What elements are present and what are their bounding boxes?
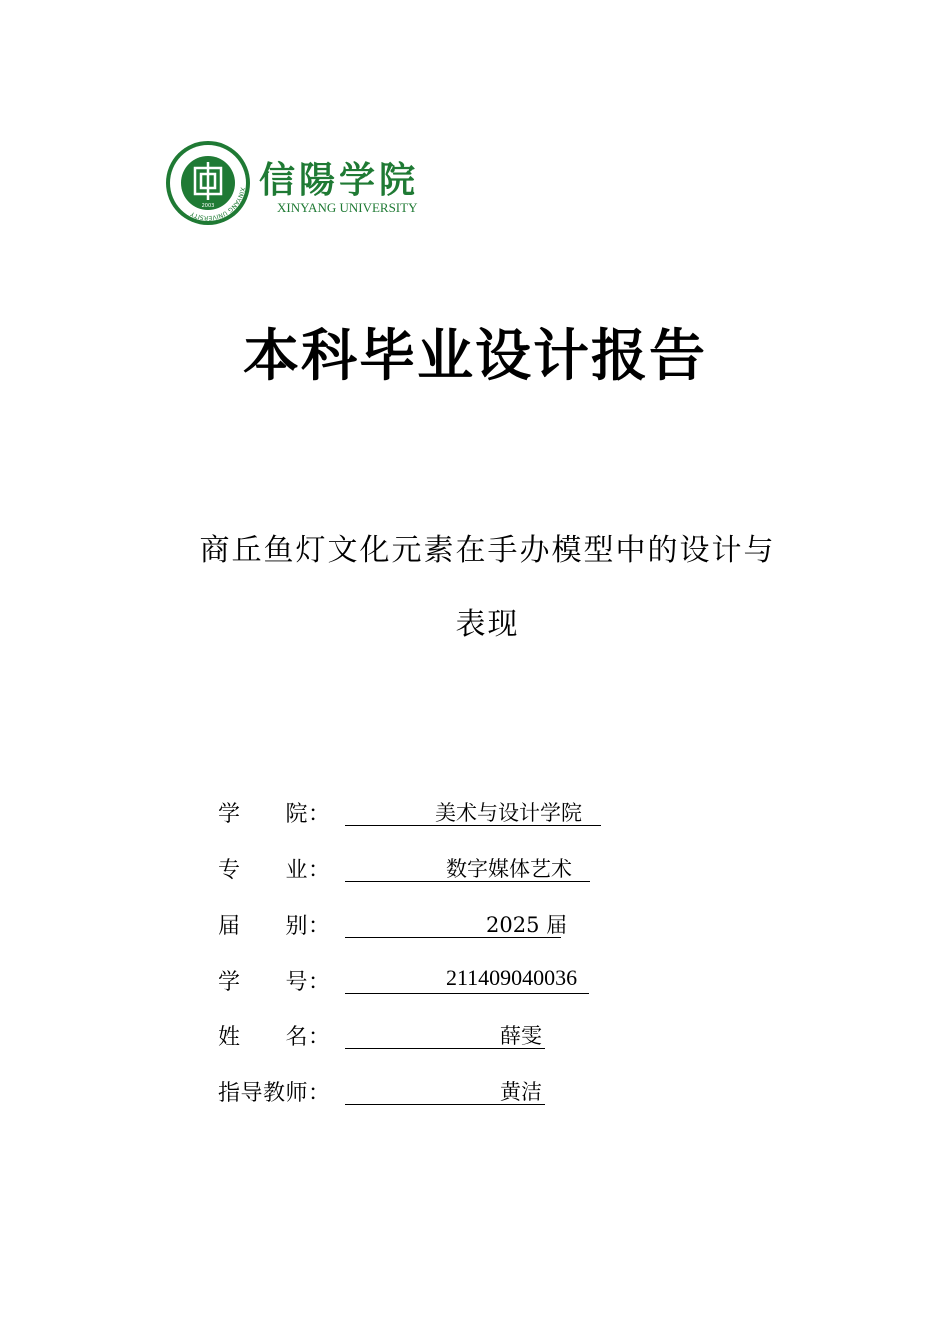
thesis-title-line-1: 商丘鱼灯文化元素在手办模型中的设计与 [199, 533, 776, 568]
advisor-value: 黄洁 [500, 1080, 542, 1104]
thesis-title [170, 514, 805, 662]
student-id-label: 学 号： [218, 970, 330, 995]
name-value: 薛雯 [500, 1024, 542, 1048]
class-year-value: 2025 届 [486, 913, 568, 937]
student-id-underline [345, 993, 589, 994]
student-id-value: 211409040036 [446, 965, 578, 990]
seal-year: 2003 [201, 203, 215, 209]
major-label: 专 业： [218, 858, 330, 883]
university-logo [165, 140, 450, 228]
report-title: 本科毕业设计报告 [243, 323, 707, 389]
college-label: 学 院： [218, 802, 330, 827]
seal-ring-text: XINYANG UNIVERSITY [189, 186, 246, 222]
university-name-en: XINYANG UNIVERSITY [277, 200, 418, 215]
university-seal-icon [165, 140, 251, 226]
college-value: 美术与设计学院 [435, 801, 582, 825]
thesis-title-line-2: 表现 [455, 607, 520, 642]
university-name-cn: 信陽学院 [259, 159, 420, 201]
major-value: 数字媒体艺术 [446, 857, 572, 881]
class-year-label: 届 别： [218, 914, 330, 939]
advisor-label: 指导教师： [218, 1081, 330, 1106]
name-label: 姓 名： [218, 1025, 330, 1050]
